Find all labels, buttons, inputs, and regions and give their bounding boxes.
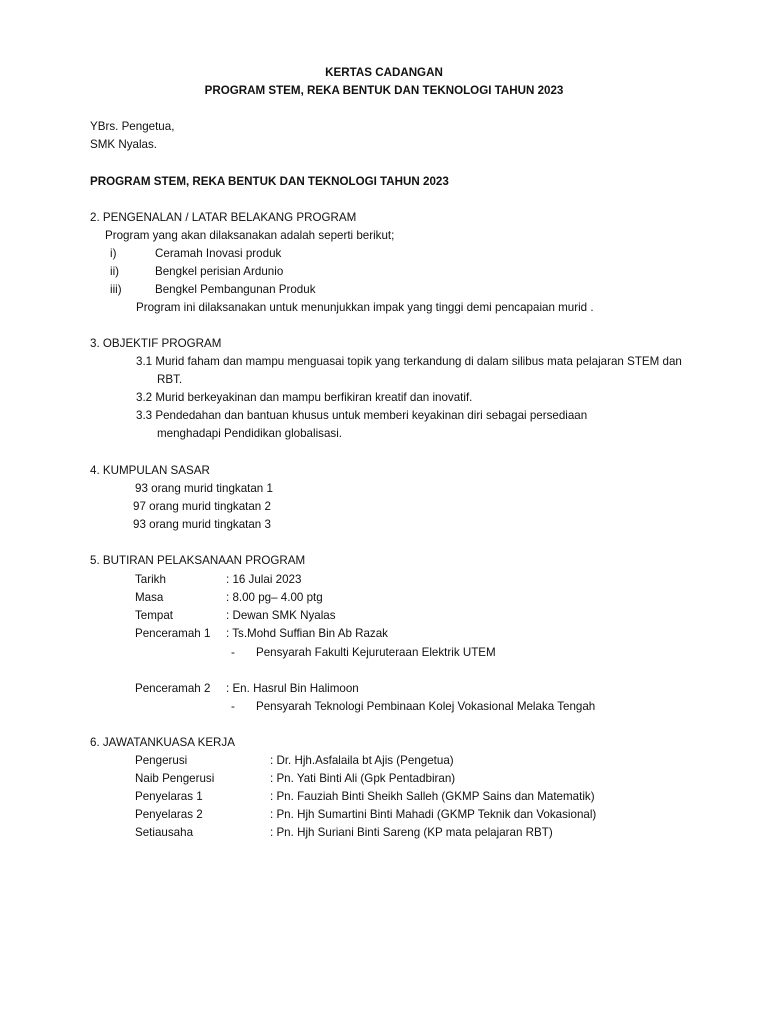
committee-role: Penyelaras 1 bbox=[135, 790, 203, 803]
detail-label-penceramah-1: Penceramah 1 bbox=[135, 627, 211, 640]
detail-value-tempat: : Dewan SMK Nyalas bbox=[226, 609, 336, 622]
dash-bullet: - bbox=[231, 646, 235, 659]
program-title: PROGRAM STEM, REKA BENTUK DAN TEKNOLOGI TAHUN 2023 bbox=[90, 175, 449, 188]
section-4-heading: 4. KUMPULAN SASAR bbox=[90, 464, 210, 477]
objective-3-3-continued: menghadapi Pendidikan globalisasi. bbox=[157, 427, 342, 440]
section-2-intro: Program yang akan dilaksanakan adalah seperti berikut; bbox=[105, 229, 395, 242]
committee-member: : Dr. Hjh.Asfalaila bt Ajis (Pengetua) bbox=[270, 754, 454, 767]
detail-value-penceramah-1: : Ts.Mohd Suffian Bin Ab Razak bbox=[226, 627, 388, 640]
committee-member: : Pn. Fauziah Binti Sheikh Salleh (GKMP Sains dan Matematik) bbox=[270, 790, 595, 803]
objective-3-1: 3.1 Murid faham dan mampu menguasai topik yang terkandung di dalam silibus mata pelajaran STEM dan bbox=[136, 355, 682, 368]
document-title: KERTAS CADANGAN bbox=[325, 66, 443, 79]
detail-value-penceramah-2: : En. Hasrul Bin Halimoon bbox=[226, 682, 359, 695]
list-item-text: Bengkel perisian Ardunio bbox=[155, 265, 284, 278]
committee-member: : Pn. Yati Binti Ali (Gpk Pentadbiran) bbox=[270, 772, 456, 785]
objective-3-1-continued: RBT. bbox=[157, 373, 183, 386]
list-item-number: ii) bbox=[110, 265, 120, 278]
list-item-number: i) bbox=[110, 247, 117, 260]
detail-label-masa: Masa bbox=[135, 591, 164, 604]
committee-member: : Pn. Hjh Sumartini Binti Mahadi (GKMP Teknik dan Vokasional) bbox=[270, 808, 597, 821]
detail-value-tarikh: : 16 Julai 2023 bbox=[226, 573, 302, 586]
objective-3-3: 3.3 Pendedahan dan bantuan khusus untuk memberi keyakinan diri sebagai persediaan bbox=[136, 409, 588, 422]
target-group-line: 93 orang murid tingkatan 1 bbox=[135, 482, 273, 495]
section-2-closing: Program ini dilaksanakan untuk menunjukkan impak yang tinggi demi pencapaian murid . bbox=[136, 301, 594, 314]
penceramah-2-position: Pensyarah Teknologi Pembinaan Kolej Vokasional Melaka Tengah bbox=[256, 700, 596, 713]
detail-value-masa: : 8.00 pg– 4.00 ptg bbox=[226, 591, 323, 604]
penceramah-1-position: Pensyarah Fakulti Kejuruteraan Elektrik UTEM bbox=[256, 646, 496, 659]
section-5-heading: 5. BUTIRAN PELAKSANAAN PROGRAM bbox=[90, 554, 306, 567]
committee-role: Penyelaras 2 bbox=[135, 808, 203, 821]
committee-role: Pengerusi bbox=[135, 754, 188, 767]
document-subtitle: PROGRAM STEM, REKA BENTUK DAN TEKNOLOGI TAHUN 2023 bbox=[204, 84, 564, 97]
target-group-line: 97 orang murid tingkatan 2 bbox=[133, 500, 271, 513]
salutation-line-2: SMK Nyalas. bbox=[90, 138, 158, 151]
objective-3-2: 3.2 Murid berkeyakinan dan mampu berfikiran kreatif dan inovatif. bbox=[136, 391, 473, 404]
list-item-text: Bengkel Pembangunan Produk bbox=[155, 283, 316, 296]
list-item-text: Ceramah Inovasi produk bbox=[155, 247, 282, 260]
dash-bullet: - bbox=[231, 700, 235, 713]
detail-label-penceramah-2: Penceramah 2 bbox=[135, 682, 211, 695]
detail-label-tempat: Tempat bbox=[135, 609, 174, 622]
committee-role: Naib Pengerusi bbox=[135, 772, 215, 785]
salutation-line-1: YBrs. Pengetua, bbox=[90, 120, 175, 133]
target-group-line: 93 orang murid tingkatan 3 bbox=[133, 518, 271, 531]
detail-label-tarikh: Tarikh bbox=[135, 573, 166, 586]
committee-role: Setiausaha bbox=[135, 826, 194, 839]
list-item-number: iii) bbox=[110, 283, 122, 296]
committee-member: : Pn. Hjh Suriani Binti Sareng (KP mata pelajaran RBT) bbox=[270, 826, 553, 839]
section-2-heading: 2. PENGENALAN / LATAR BELAKANG PROGRAM bbox=[90, 211, 357, 224]
section-6-heading: 6. JAWATANKUASA KERJA bbox=[90, 736, 235, 749]
section-3-heading: 3. OBJEKTIF PROGRAM bbox=[90, 337, 222, 350]
